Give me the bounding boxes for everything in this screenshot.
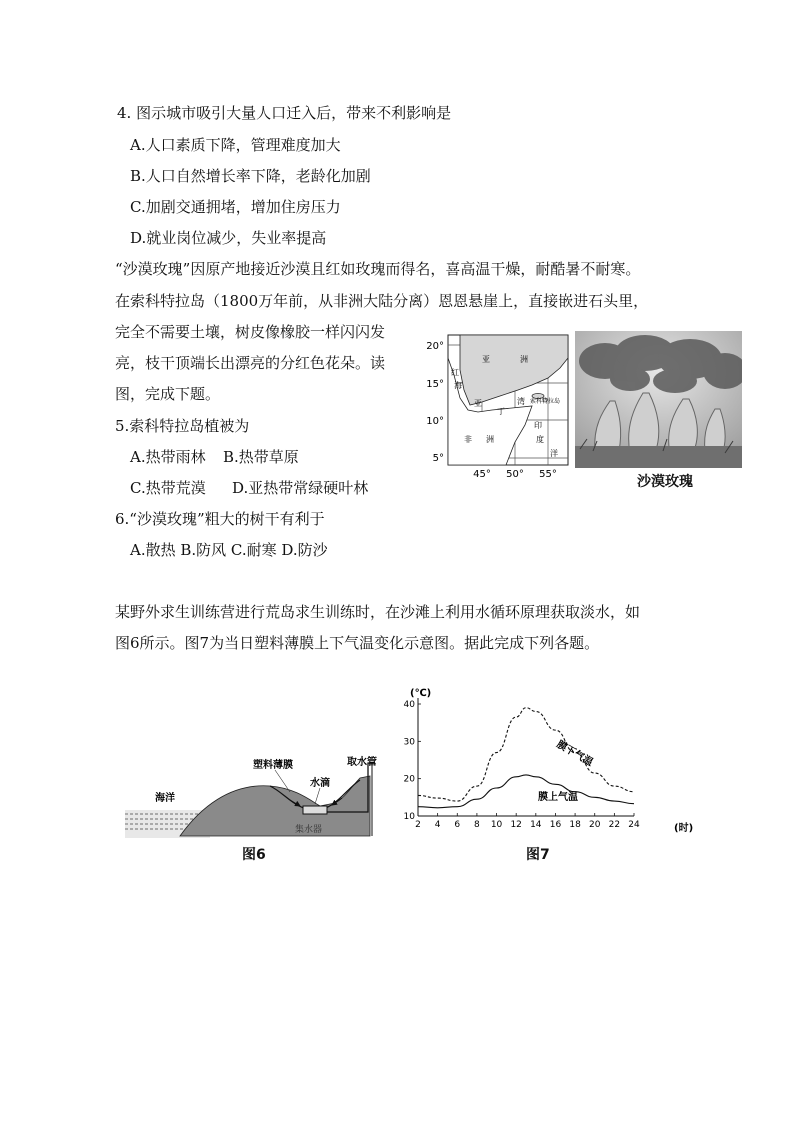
series-label-over: 膜上气温 bbox=[538, 792, 578, 803]
map-label-yin: 印 bbox=[534, 421, 542, 430]
map-label-wan: 湾 bbox=[517, 397, 525, 406]
socotra-map bbox=[420, 330, 572, 480]
x-tick-label: 24 bbox=[628, 820, 640, 830]
lon-label-45: 45° bbox=[473, 469, 491, 480]
q4-option-c: C.加剧交通拥堵，增加住房压力 bbox=[130, 198, 341, 216]
q5-option-c: C.热带荒漠 bbox=[130, 479, 206, 497]
series-line-0 bbox=[418, 708, 634, 801]
figure-6-caption: 图6 bbox=[242, 847, 266, 863]
map-label-ding: 丁 bbox=[497, 407, 505, 416]
series-label-under: 膜下气温 bbox=[554, 739, 595, 769]
x-tick-label: 14 bbox=[530, 820, 542, 830]
q4-option-b: B.人口自然增长率下降，老龄化加剧 bbox=[130, 167, 371, 185]
x-tick-label: 18 bbox=[569, 820, 581, 830]
fig6-label-film: 塑料薄膜 bbox=[253, 760, 293, 771]
x-tick-label: 4 bbox=[434, 820, 441, 830]
chart-ylabel: (℃) bbox=[410, 688, 432, 699]
map-label-fei: 非 bbox=[464, 435, 472, 444]
lat-label-10: 10° bbox=[426, 416, 444, 427]
x-tick-label: 20 bbox=[589, 820, 601, 830]
passage2-line-2: 图6所示。图7为当日塑料薄膜上下气温变化示意图。据此完成下列各题。 bbox=[115, 634, 600, 652]
x-tick-label: 16 bbox=[549, 820, 562, 830]
lat-label-5: 5° bbox=[432, 453, 444, 464]
map-label-zhou1: 洲 bbox=[520, 355, 528, 364]
x-tick-label: 6 bbox=[454, 820, 461, 830]
x-tick-label: 12 bbox=[510, 820, 522, 830]
x-tick-label: 10 bbox=[490, 820, 503, 830]
q6-stem: 6.“沙漠玫瑰”粗大的树干有利于 bbox=[115, 510, 325, 528]
q5-stem: 5.索科特拉岛植被为 bbox=[115, 417, 250, 435]
q5-option-a: A.热带雨林 bbox=[130, 448, 206, 466]
passage2-line-1: 某野外求生训练营进行荒岛求生训练时，在沙滩上利用水循环原理获取淡水，如 bbox=[115, 603, 641, 621]
photo-caption: 沙漠玫瑰 bbox=[637, 474, 693, 490]
x-tick-label: 2 bbox=[415, 820, 421, 830]
q5-option-b: B.热带草原 bbox=[223, 448, 299, 466]
passage1-line-5: 图，完成下题。 bbox=[115, 385, 221, 403]
q4-option-a: A.人口素质下降，管理难度加大 bbox=[130, 136, 341, 154]
figure-6-diagram bbox=[120, 748, 390, 840]
x-tick-label: 22 bbox=[608, 820, 621, 830]
figure-7-chart bbox=[398, 684, 698, 836]
desert-rose-photo bbox=[575, 331, 742, 468]
lon-label-55: 55° bbox=[539, 469, 557, 480]
fig6-label-drop: 水滴 bbox=[310, 778, 330, 789]
y-tick-label: 10 bbox=[403, 812, 415, 822]
series-line-1 bbox=[418, 775, 634, 808]
fig6-label-pipe: 取水管 bbox=[347, 757, 377, 768]
lon-label-50: 50° bbox=[506, 469, 524, 480]
y-tick-label: 20 bbox=[403, 774, 415, 785]
y-tick-label: 30 bbox=[403, 737, 415, 748]
q5-option-d: D.亚热带常绿硬叶林 bbox=[232, 479, 369, 497]
y-tick-label: 40 bbox=[403, 700, 415, 710]
passage1-line-3: 完全不需要土壤，树皮像橡胶一样闪闪发 bbox=[115, 323, 386, 341]
passage1-line-4: 亮，枝干顶端长出漂亮的分红色花朵。读 bbox=[115, 354, 386, 372]
map-label-hai: 海 bbox=[454, 381, 462, 390]
map-label-hong: 红 bbox=[451, 368, 459, 377]
chart-xlabel: (时) bbox=[674, 823, 694, 834]
passage1-line-2: 在索科特拉岛（1800万年前，从非洲大陆分离）恩恩悬崖上，直接嵌进石头里， bbox=[115, 292, 649, 310]
lat-label-15: 15° bbox=[426, 379, 444, 390]
lat-label-20: 20° bbox=[426, 341, 444, 352]
x-tick-label: 8 bbox=[474, 820, 480, 830]
figure-7-caption: 图7 bbox=[526, 847, 550, 863]
fig6-label-ocean: 海洋 bbox=[155, 793, 175, 804]
q6-options: A.散热 B.防风 C.耐寒 D.防沙 bbox=[130, 541, 328, 559]
fig6-label-container: 集水器 bbox=[295, 825, 323, 835]
map-label-zhou2: 洲 bbox=[486, 435, 494, 444]
map-label-island: 索科特拉岛 bbox=[530, 398, 561, 405]
q4-option-d: D.就业岗位减少，失业率提高 bbox=[130, 229, 327, 247]
passage1-line-1: “沙漠玫瑰”因原产地接近沙漠且红如玫瑰而得名，喜高温干燥，耐酷暑不耐寒。 bbox=[115, 260, 641, 278]
q4-stem: 4. 图示城市吸引大量人口迁入后，带来不利影响是 bbox=[117, 104, 452, 122]
map-label-ya2: 亚 bbox=[474, 399, 482, 408]
map-label-yang: 洋 bbox=[550, 449, 558, 458]
map-label-ya1: 亚 bbox=[482, 355, 490, 364]
map-label-du: 度 bbox=[536, 435, 544, 444]
